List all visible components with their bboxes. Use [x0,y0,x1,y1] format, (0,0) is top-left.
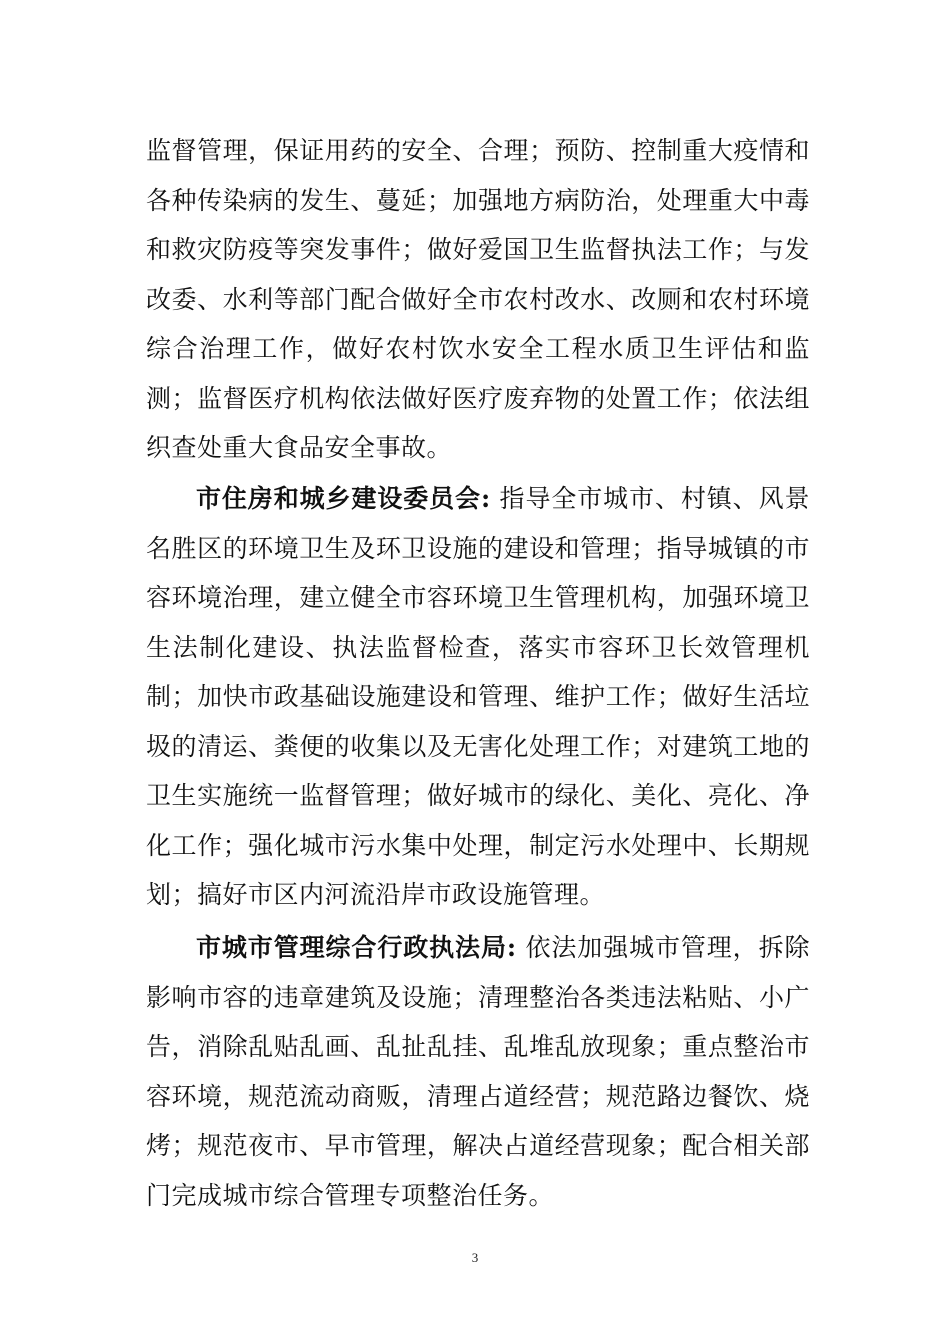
paragraph-lead-heading: 市住房和城乡建设委员会: [196,484,491,513]
paragraph-body: 指导全市城市、村镇、风景名胜区的环境卫生及环卫设施的建设和管理；指导城镇的市容环境治理，建立健全市容环境卫生管理机构，加强环境卫生法制化建设、执法监督检查，落实市容环卫长效管理机制；加快市政基础设施建设和管理、维护工作；做好生活垃圾的清运、粪便的收集以及无害化处理工作；对建筑工地的卫生实施统一监督管理；做好城市的绿化、美化、亮化、净化工作；强化城市污水集中处理，制定污水处理中、长期规划；搞好市区内河流沿岸市政设施管理。 [146,484,810,909]
paragraph-urban-management-bureau [146,923,810,1220]
paragraph-housing-construction-committee [146,474,810,920]
paragraph-body: 依法加强城市管理，拆除影响市容的违章建筑及设施；清理整治各类违法粘贴、小广告，消除乱贴乱画、乱扯乱挂、乱堆乱放现象；重点整治市容环境，规范流动商贩，清理占道经营；规范路边餐饮、烧烤；规范夜市、早市管理，解决占道经营现象；配合相关部门完成城市综合管理专项整治任务。 [146,933,810,1210]
paragraph-body: 监督管理，保证用药的安全、合理；预防、控制重大疫情和各种传染病的发生、蔓延；加强地方病防治，处理重大中毒和救灾防疫等突发事件；做好爱国卫生监督执法工作；与发改委、水利等部门配合做好全市农村改水、改厕和农村环境综合治理工作，做好农村饮水安全工程水质卫生评估和监测；监督医疗机构依法做好医疗废弃物的处置工作；依法组织查处重大食品安全事故。 [146,136,810,462]
page-number: 3 [471,1250,479,1265]
paragraph-lead-heading: 市城市管理综合行政执法局: [196,933,517,962]
paragraph-health-commission-duties [146,126,810,473]
